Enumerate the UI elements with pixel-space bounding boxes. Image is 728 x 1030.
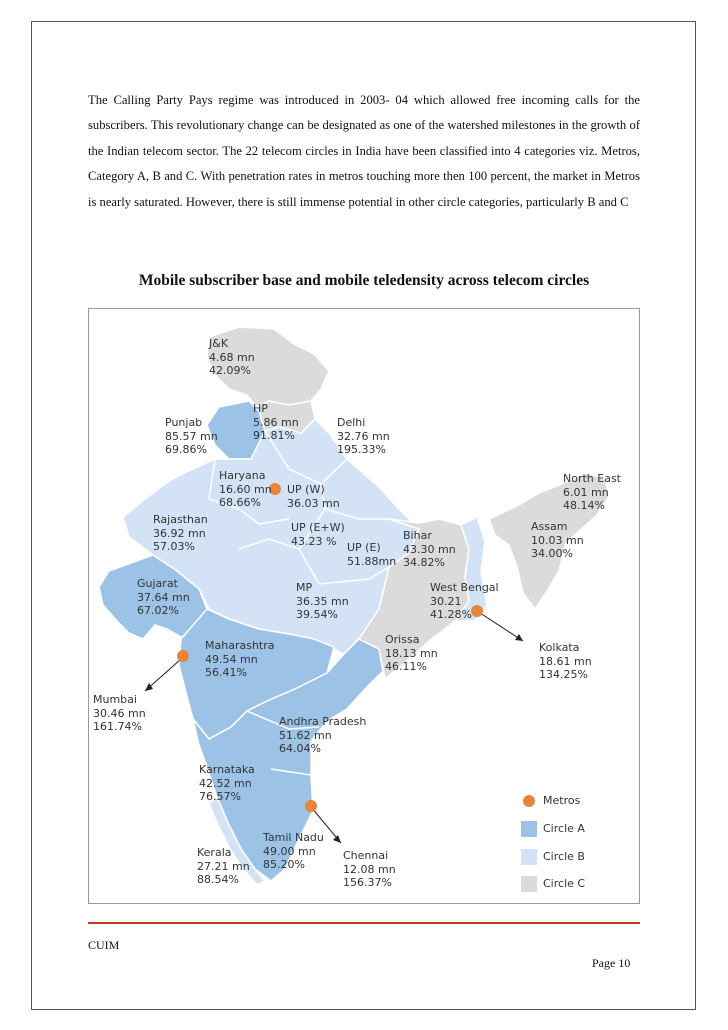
label-northeast: North East 6.01 mn 48.14% [563, 472, 621, 512]
label-chennai: Chennai 12.08 mn 156.37% [343, 849, 396, 889]
chennai-metro-dot [305, 800, 317, 812]
label-orissa: Orissa 18.13 mn 46.11% [385, 633, 438, 673]
label-rajasthan: Rajasthan 36.92 mn 57.03% [153, 513, 208, 553]
label-upe: UP (E) 51.88mn [347, 541, 397, 568]
chennai-arrowhead [333, 835, 341, 843]
figure-title: Mobile subscriber base and mobile teledensity across telecom circles [138, 272, 590, 289]
label-upw: UP (W) 36.03 mn [287, 483, 340, 510]
mumbai-arrowhead [145, 683, 153, 691]
label-westbengal: West Bengal 30.21 41.28% [430, 581, 499, 621]
label-punjab: Punjab 85.57 mn 69.86% [165, 416, 218, 456]
circle-b-swatch [521, 849, 537, 865]
mumbai-metro-dot [177, 650, 189, 662]
label-mp: MP 36.35 mn 39.54% [296, 581, 349, 621]
legend-circle-b: Circle B [543, 850, 585, 863]
label-kolkata: Kolkata 18.61 mn 134.25% [539, 641, 592, 681]
kolkata-arrowhead [515, 634, 523, 641]
label-maharashtra: Maharashtra 49.54 mn 56.41% [205, 639, 275, 679]
label-andhra: Andhra Pradesh 51.62 mn 64.04% [279, 715, 367, 755]
footer-rule [88, 922, 640, 924]
label-haryana: Haryana 16.60 mn 68.66% [219, 469, 272, 509]
label-gujarat: Gujarat 37.64 mn 67.02% [137, 577, 190, 617]
label-mumbai: Mumbai 30.46 mn 161.74% [93, 693, 146, 733]
legend-circle-a: Circle A [543, 822, 585, 835]
label-tamilnadu: Tamil Nadu 49.00 mn 85.20% [263, 831, 324, 871]
page-number: Page 10 [592, 956, 631, 970]
label-kerala: Kerala 27.21 mn 88.54% [197, 846, 250, 886]
label-jk: J&K 4.68 mn 42.09% [209, 337, 255, 377]
legend-metros: Metros [543, 794, 581, 807]
label-hp: HP 5.86 mn 91.81% [253, 402, 299, 442]
label-bihar: Bihar 43.30 mn 34.82% [403, 529, 456, 569]
label-delhi: Delhi 32.76 mn 195.33% [337, 416, 390, 456]
label-assam: Assam 10.03 mn 34.00% [531, 520, 584, 560]
body-paragraph: The Calling Party Pays regime was introduced in 2003- 04 which allowed free incoming calls for the subscribers. This revolutionary change can be designated as one of the watershed milestones in the growth of the Indian telecom sector. The 22 telecom circles in India have been classified into 4 categories viz. Metros, Category A, B and C. With penetration rates in metros touching more then 100 percent, the market in Metros is nearly saturated. However, there is still immense potential in other circle categories, particularly B and C [88, 93, 640, 209]
india-telecom-circles-map [88, 308, 640, 904]
label-upew: UP (E+W) 43.23 % [291, 521, 345, 548]
circle-a-swatch [521, 821, 537, 837]
metro-dot-icon [523, 795, 535, 807]
footer-label: CUIM [88, 938, 120, 952]
circle-c-swatch [521, 876, 537, 892]
label-karnataka: Karnataka 42.52 mn 76.57% [199, 763, 255, 803]
legend-circle-c: Circle C [543, 877, 586, 890]
